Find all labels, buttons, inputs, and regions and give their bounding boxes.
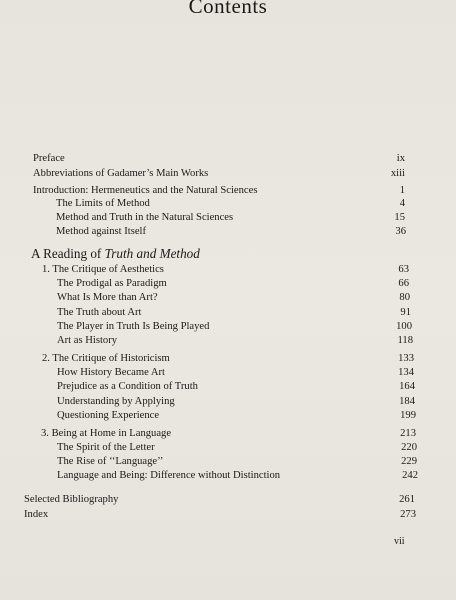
toc-entry-page: 242 — [402, 470, 418, 481]
toc-entry — [57, 395, 415, 409]
toc-entry — [57, 291, 410, 305]
toc-entry-title: 3. Being at Home in Language — [41, 428, 172, 439]
toc-entry — [57, 320, 412, 334]
toc-entry-title: 2. The Critique of Historicism — [42, 353, 170, 364]
toc-entry — [33, 184, 405, 198]
toc-entry-page: 133 — [398, 353, 414, 364]
toc-entry-page: 273 — [400, 509, 416, 520]
toc-entry-page: 80 — [399, 292, 410, 303]
toc-entry-title: The Rise of ‘‘Language’’ — [57, 456, 164, 467]
toc-entry — [33, 167, 405, 181]
toc-entry-page: 66 — [398, 278, 409, 289]
toc-entry-page: ix — [396, 153, 405, 164]
toc-entry-title: The Prodigal as Paradigm — [57, 278, 167, 289]
toc-entry-title: Method against Itself — [56, 226, 147, 237]
toc-entry — [41, 427, 416, 441]
toc-entry-title: The Player in Truth Is Being Played — [57, 321, 210, 332]
toc-entry-title: Method and Truth in the Natural Sciences — [56, 212, 234, 223]
part-heading-book-title: Truth and Method — [104, 246, 200, 261]
toc-entry — [56, 211, 405, 225]
toc-entry-page: 261 — [399, 494, 415, 505]
toc-entry-title: Abbreviations of Gadamer’s Main Works — [33, 168, 209, 179]
toc-entry-page: 199 — [400, 410, 416, 421]
toc-entry — [24, 508, 416, 522]
toc-entry-page: 91 — [400, 307, 411, 318]
toc-entry — [57, 409, 416, 423]
toc-entry-page: 229 — [401, 456, 417, 467]
toc-entry-title: Preface — [33, 153, 65, 164]
part-heading — [31, 246, 200, 262]
toc-entry — [33, 152, 405, 166]
toc-entry-title: Index — [24, 509, 49, 520]
toc-entry — [57, 306, 411, 320]
toc-entry-title: What Is More than Art? — [57, 292, 158, 303]
toc-entry-title: Understanding by Applying — [57, 396, 175, 407]
toc-entry-title: Selected Bibliography — [24, 494, 119, 505]
toc-entry — [56, 225, 406, 239]
toc-entry-page: 220 — [401, 442, 417, 453]
toc-entry-page: 134 — [398, 367, 414, 378]
toc-entry-title: Art as History — [57, 335, 118, 346]
toc-entry-page: 213 — [400, 428, 416, 439]
toc-entry-page: 63 — [398, 264, 409, 275]
toc-entry — [57, 277, 409, 291]
toc-entry-page: 1 — [399, 185, 405, 196]
toc-entry-page: 36 — [395, 226, 406, 237]
toc-entry-page: 184 — [399, 396, 415, 407]
toc-entry — [57, 441, 417, 455]
toc-entry-title: The Spirit of the Letter — [57, 442, 155, 453]
toc-entry-title: The Limits of Method — [56, 198, 150, 209]
toc-entry-title: 1. The Critique of Aesthetics — [42, 264, 164, 275]
toc-entry — [57, 469, 418, 483]
toc-entry-title: How History Became Art — [57, 367, 165, 378]
toc-entry-title: Prejudice as a Condition of Truth — [57, 381, 198, 392]
toc-entry-page: 118 — [397, 335, 413, 346]
toc-entry — [57, 334, 413, 348]
part-heading-prefix: A Reading of — [31, 246, 105, 261]
page-title: Contents — [188, 0, 268, 18]
toc-entry-page: 164 — [399, 381, 415, 392]
toc-entry — [57, 366, 414, 380]
toc-entry-page: xiii — [390, 168, 405, 179]
toc-entry — [56, 197, 405, 211]
toc-entry — [42, 352, 414, 366]
toc-entry-page: 15 — [394, 212, 405, 223]
toc-entry-title: Questioning Experience — [57, 410, 160, 421]
toc-entry-title: Introduction: Hermeneutics and the Natural Sciences — [33, 185, 258, 196]
toc-entry — [42, 263, 409, 277]
toc-entry-page: 4 — [399, 198, 405, 209]
toc-entry-title: The Truth about Art — [57, 307, 142, 318]
toc-entry-title: Language and Being: Difference without Distinction — [57, 470, 281, 481]
toc-entry-page: 100 — [396, 321, 412, 332]
page-number: vii — [394, 536, 405, 547]
toc-entry — [57, 455, 417, 469]
toc-entry — [57, 380, 415, 394]
toc-entry — [24, 493, 415, 507]
